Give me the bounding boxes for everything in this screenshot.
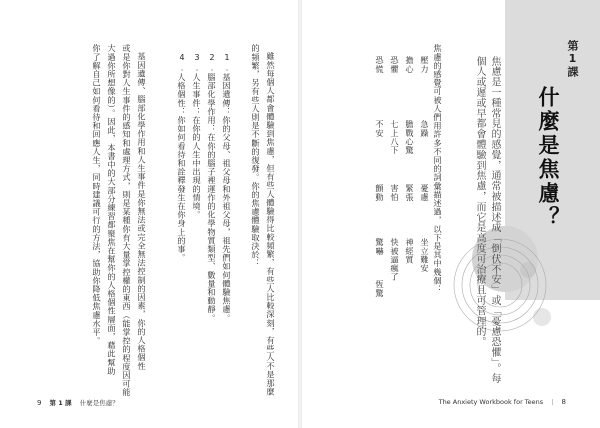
word-list-item: 顫動 xyxy=(375,184,385,202)
page-number: 8 xyxy=(561,398,566,406)
body-line: 你了解自己如何看待和回應人生，同時建議可行的方法，協助你降低焦慮水平。 xyxy=(92,44,102,345)
footer-chapter-title: 什麼是焦慮？ xyxy=(79,399,119,407)
footer-chapter: 第 1 課 xyxy=(49,399,72,407)
numbered-list-item: 2.腦部化學作用：在你的腦子裡運作的化學物質類型、數量和動靜。 xyxy=(207,52,217,323)
decorative-swirl xyxy=(440,225,560,345)
chapter-title: 什麼是焦慮？ xyxy=(536,86,560,230)
word-list-item: 七上八下 xyxy=(390,120,400,155)
footer-book-title: The Anxiety Workbook for Teens xyxy=(438,398,544,406)
word-list-item: 恐慌 xyxy=(375,56,385,74)
word-list-item: 擔心 xyxy=(405,56,415,74)
word-list-item: 緊張 xyxy=(405,184,415,202)
footer-right: The Anxiety Workbook for Teens | 8 xyxy=(438,398,566,406)
page-number: 9 xyxy=(37,399,42,407)
intro-line: 焦慮是一種常見的感覺，通常被描述成「倒伏不安」或「憂慮恐懼」。每 xyxy=(489,56,500,384)
word-list-item: 恐懼 xyxy=(390,56,400,74)
word-list-item: 壓力 xyxy=(420,56,430,74)
intro-line: 個人或遲或早都會體驗到焦慮，而它是高度可治療且可管理的。 xyxy=(474,56,485,348)
chapter-label: 第1課 xyxy=(566,40,579,78)
numbered-list-item: 3.人生事件：在你的人生中出現的情境。 xyxy=(192,52,202,219)
word-list-item: 快被逼瘋了 xyxy=(390,238,400,281)
word-list-item: 急躁 xyxy=(420,120,430,138)
word-list-item: 驚嚇 xyxy=(375,238,385,256)
body-line: 雖然每個人都會體驗到焦慮，但有些人體驗得比較頻繁，有些人比較深刻，有些人不是那麼 xyxy=(266,52,276,396)
numbered-list-item: 4.人格個性：你如何看待和詮釋發生在你身上的事。 xyxy=(177,52,187,262)
word-list-item: 膽戰心驚 xyxy=(405,120,415,155)
word-list-item: 坐立難安 xyxy=(420,238,430,273)
body-line: 的頻繁，另有些人則是不斷的復發。你的焦慮體驗取決於： xyxy=(251,44,261,268)
body-line: 焦慮的感覺可被人們用許多不同的詞彙描述過，以下是其中幾個： xyxy=(433,44,443,294)
word-list-item: 憂慮 xyxy=(420,184,430,202)
body-line: 或是你對人生事件的感知和處理方式，則是某種你有大量掌控權的東西（能掌控的程度因可能 xyxy=(122,44,132,397)
footer-left xyxy=(31,398,119,407)
word-list-item: 不安 xyxy=(375,120,385,138)
word-list-item: 神經質 xyxy=(405,238,415,264)
body-line: 大過你所想像的）。因此，本書中的大部分練習都聚焦在幫你的人格個性層面，藉此幫助 xyxy=(107,44,117,376)
word-list-item: 害怕 xyxy=(390,184,400,202)
body-line: 基因遺傳、腦部化學作用和人生事件是你無法或完全無法控制的因素，你的人格個性 xyxy=(137,52,147,371)
numbered-list-item: 1.基因遺傳：你的父母、祖父母和外祖父母，祖先們如何體驗焦慮。 xyxy=(222,52,232,323)
word-list-item: 恆驚 xyxy=(375,280,385,298)
